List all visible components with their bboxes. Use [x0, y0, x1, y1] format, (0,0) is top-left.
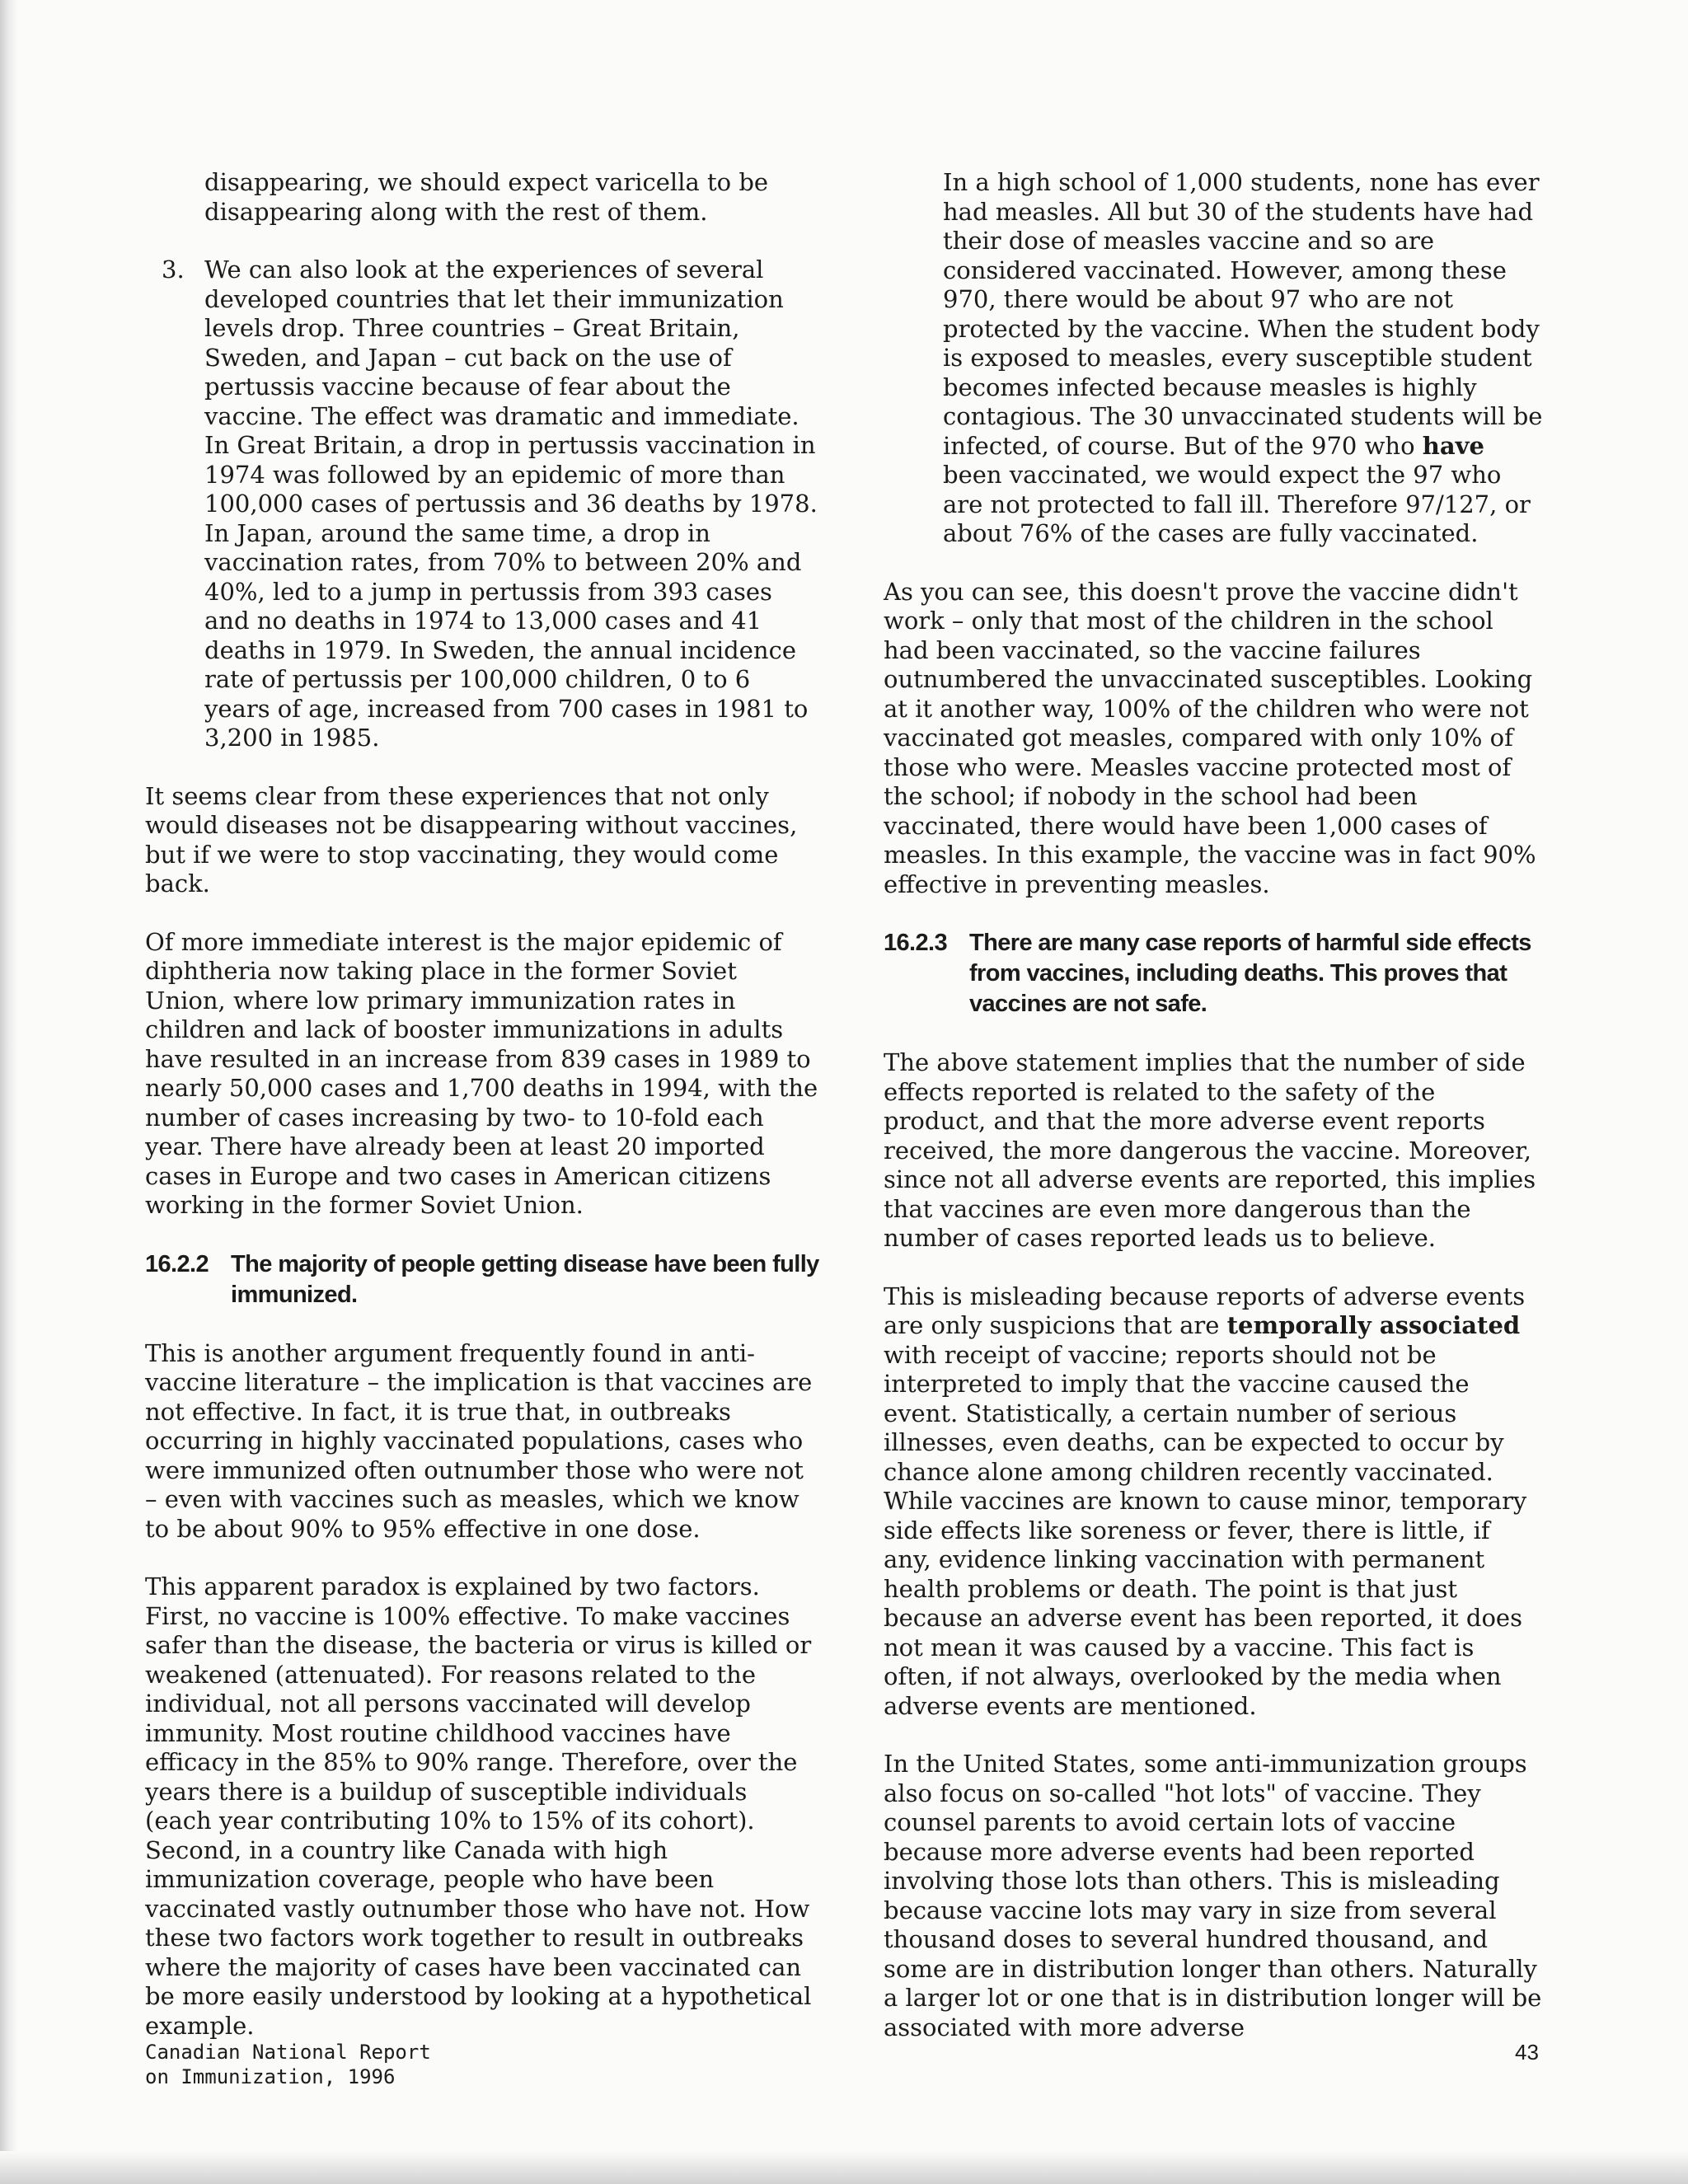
paragraph: In the United States, some anti-immunization groups also focus on so-called "hot lots" of vaccine. They counsel parents to avoid certain lots of vaccine because more adverse events had been reported involving those lots than others. This is misleading because vaccine lots may vary in size from several thousand doses to several hundred thousand, and some are in distribution longer than others. Naturally a larger lot or one that is in distribution longer will be associated with more adverse — [884, 1750, 1542, 2041]
hypothetical-example: In a high school of 1,000 students, none has ever had measles. All but 30 of the students have had their dose of measles vaccine and so are considered vaccinated. However, among these 970, there would be about 97 who are not protected by the vaccine. When the student body is exposed to measles, every susceptible student becomes infected because measles is highly contagious. The 30 unvaccinated students will be infected, of course. But of the 970 who have been vaccinated, we would expect the 97 who are not protected to fall ill. Therefore 97/127, or about 76% of the cases are fully vaccinated. — [943, 168, 1543, 547]
emphasis: have — [1422, 431, 1484, 460]
footer-publication — [145, 2040, 431, 2089]
section-title: The majority of people getting disease have been fully immunized. — [231, 1250, 819, 1308]
right-column — [884, 168, 1543, 2042]
paragraph: This is another argument frequently found in anti-vaccine literature – the implication is that vaccines are not effective. In fact, it is true that, in outbreaks occurring in highly vaccinated populations, cases who were immunized often outnumber those who were not – even with vaccines such as measles, which we know to be about 90% to 95% effective in one dose. — [145, 1338, 813, 1543]
section-title: There are many case reports of harmful side effects from vaccines, including deaths. This proves that vaccines are not safe. — [969, 930, 1531, 1017]
scan-edge-shadow — [0, 2151, 1688, 2184]
paragraph: It seems clear from these experiences that not only would diseases not be disappearing without vaccines, but if we were to stop vaccinating, they would come back. — [145, 781, 798, 898]
footer-line: Canadian National Report — [145, 2041, 431, 2064]
footer-line: on Immunization, 1996 — [145, 2065, 396, 2088]
list-number: 3. — [162, 255, 185, 284]
paragraph: This apparent paradox is explained by two factors. First, no vaccine is 100% effective. To make vaccines safer than the disease, the bacteria or virus is killed or weakened (attenuated). For reasons related to the individual, not all persons vaccinated will develop immunity. Most routine childhood vaccines have efficacy in the 85% to 90% range. Therefore, over the years there is a buildup of susceptible individuals (each year contributing 10% to 15% of its cohort). Second, in a country like Canada with high immunization coverage, people who have been vaccinated vastly outnumber those who have not. How these two factors work together to result in outbreaks where the majority of cases have been vaccinated can be more easily understood by looking at a hypothetical example. — [145, 1572, 812, 2040]
scan-edge-shadow — [0, 0, 18, 2184]
list-item-text: We can also look at the experiences of several developed countries that let their immunization levels drop. Three countries – Great Britain, Sweden, and Japan – cut back on the use of pertussis vaccine because of fear about the vaccine. The effect was dramatic and immediate. In Great Britain, a drop in pertussis vaccination in 1974 was followed by an epidemic of more than 100,000 cases of pertussis and 36 deaths by 1978. In Japan, around the same time, a drop in vaccination rates, from 70% to between 20% and 40%, led to a jump in pertussis from 393 cases and no deaths in 1974 to 13,000 cases and 41 deaths in 1979. In Sweden, the annual incidence rate of pertussis per 100,000 children, 0 to 6 years of age, increased from 700 cases in 1981 to 3,200 in 1985. — [204, 255, 818, 752]
continued-paragraph: disappearing, we should expect varicella to be disappearing along with the rest of them. — [204, 168, 769, 226]
paragraph: This is misleading because reports of adverse events are only suspicions that are temporally associated with receipt of vaccine; reports should not be interpreted to imply that the vaccine caused the event. Statistically, a certain number of serious illnesses, even deaths, can be expected to occur by chance alone among children recently vaccinated. While vaccines are known to cause minor, temporary side effects like soreness or fever, there is little, if any, evidence linking vaccination with permanent health problems or death. The point is that just because an adverse event has been reported, it does not mean it was caused by a vaccine. This fact is often, if not always, overlooked by the media when adverse events are mentioned. — [884, 1282, 1527, 1720]
left-column — [145, 168, 821, 2041]
paragraph: As you can see, this doesn't prove the vaccine didn't work – only that most of the children in the school had been vaccinated, so the vaccine failures outnumbered the unvaccinated susceptibles. Looking at it another way, 100% of the children who were not vaccinated got measles, compared with only 10% of those who were. Measles vaccine protected most of the school; if nobody in the school had been vaccinated, there would have been 1,000 cases of measles. In this example, the vaccine was in fact 90% effective in preventing measles. — [884, 577, 1536, 898]
emphasis: temporally associated — [1226, 1311, 1521, 1339]
page-number: 43 — [1515, 2040, 1539, 2064]
paragraph: Of more immediate interest is the major epidemic of diphtheria now taking place in the former Soviet Union, where low primary immunization rates in children and lack of booster immunizations in adults have resulted in an increase from 839 cases in 1989 to nearly 50,000 cases and 1,700 deaths in 1994, with the number of cases increasing by two- to 10-fold each year. There have already been at least 20 imported cases in Europe and two cases in American citizens working in the former Soviet Union. — [145, 927, 818, 1219]
list-item-3 — [145, 255, 821, 753]
paragraph: The above statement implies that the number of side effects reported is related to the safety of the product, and that the more adverse event reports received, the more dangerous the vaccine. Moreover, since not all adverse events are reported, this implies that vaccines are even more dangerous than the number of cases reported leads us to believe. — [884, 1048, 1536, 1252]
section-number: 16.2.3 — [884, 930, 948, 956]
section-heading-16-2-3 — [884, 928, 1543, 1019]
section-number: 16.2.2 — [145, 1250, 209, 1277]
section-heading-16-2-2 — [145, 1249, 821, 1310]
